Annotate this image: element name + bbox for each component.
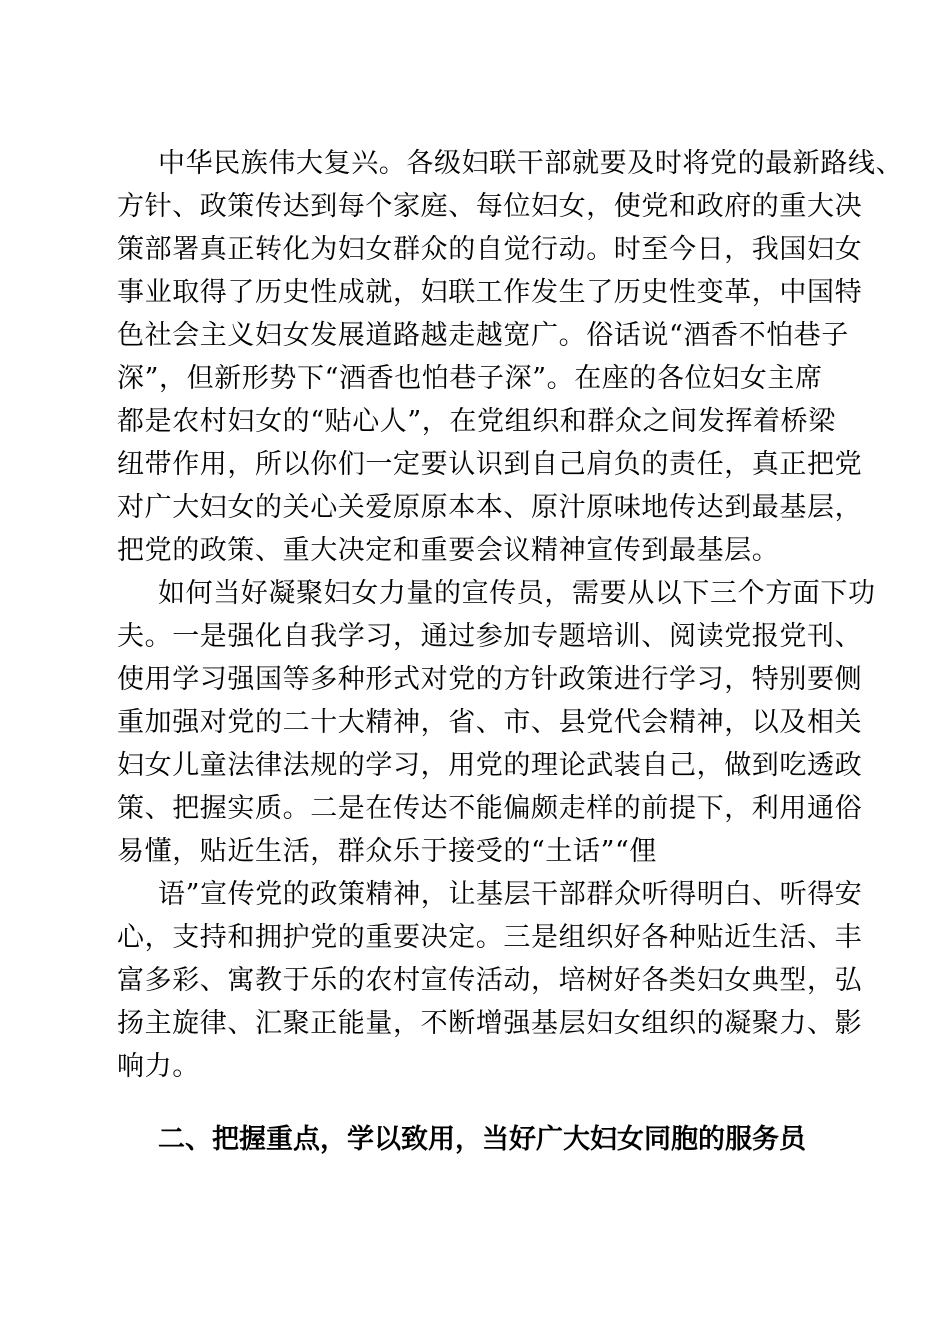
paragraph-1-line-2: 方针、政策传达到每个家庭、每位妇女，使党和政府的重大决 (117, 191, 863, 222)
paragraph-2-line-2: 夫。一是强化自我学习，通过参加专题培训、阅读党报党刊、 (117, 621, 863, 652)
paragraph-1-line-9: 对广大妇女的关心关爱原原本本、原汁原味地传达到最基层， (117, 492, 863, 523)
paragraph-2-line-5: 妇女儿童法律法规的学习，用党的理论武装自己，做到吃透政 (117, 750, 863, 781)
paragraph-3-line-5: 响力。 (117, 1051, 200, 1082)
section-heading: 二、把握重点，学以致用，当好广大妇女同胞的服务员 (158, 1124, 806, 1155)
paragraph-3-line-2: 心，支持和拥护党的重要决定。三是组织好各种贴近生活、丰 (117, 922, 863, 953)
paragraph-1-line-7: 都是农村妇女的“贴心人”，在党组织和群众之间发挥着桥梁 (117, 406, 836, 437)
paragraph-1-line-10: 把党的政策、重大决定和重要会议精神宣传到最基层。 (117, 535, 780, 566)
paragraph-1-line-1: 中华民族伟大复兴。各级妇联干部就要及时将党的最新路线、 (158, 148, 904, 179)
paragraph-2-line-3: 使用学习强国等多种形式对党的方针政策进行学习，特别要侧 (117, 664, 863, 695)
paragraph-3-line-4: 扬主旋律、汇聚正能量，不断增强基层妇女组织的凝聚力、影 (117, 1008, 863, 1039)
paragraph-3-line-3: 富多彩、寓教于乐的农村宣传活动，培树好各类妇女典型，弘 (117, 965, 863, 996)
paragraph-2-line-1: 如何当好凝聚妇女力量的宣传员，需要从以下三个方面下功 (158, 578, 876, 609)
paragraph-1-line-4: 事业取得了历史性成就，妇联工作发生了历史性变革，中国特 (117, 277, 863, 308)
paragraph-2-line-4: 重加强对党的二十大精神，省、市、县党代会精神，以及相关 (117, 707, 863, 738)
paragraph-1-line-3: 策部署真正转化为妇女群众的自觉行动。时至今日，我国妇女 (117, 234, 863, 265)
paragraph-2-line-6: 策、把握实质。二是在传达不能偏颇走样的前提下，利用通俗 (117, 793, 863, 824)
paragraph-1-line-8: 纽带作用，所以你们一定要认识到自己肩负的责任，真正把党 (117, 449, 863, 480)
paragraph-1-line-5: 色社会主义妇女发展道路越走越宽广。俗话说“酒香不怕巷子 (117, 320, 850, 351)
paragraph-2-line-7: 易懂，贴近生活，群众乐于接受的“土话”“俚 (117, 836, 658, 867)
paragraph-1-line-6: 深”，但新形势下“酒香也怕巷子深”。在座的各位妇女主席 (117, 363, 823, 394)
paragraph-3-line-1: 语”宣传党的政策精神，让基层干部群众听得明白、听得安 (158, 879, 863, 910)
